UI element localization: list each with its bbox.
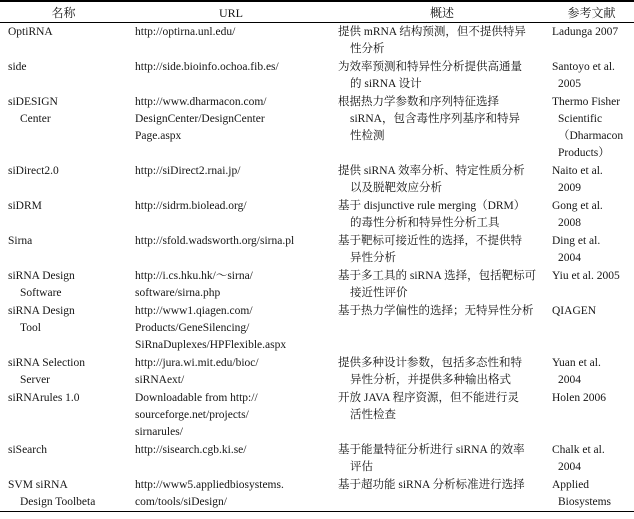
url-line: http://optirna.unl.edu/ (135, 26, 236, 38)
name-line: OptiRNA (8, 26, 53, 38)
name-line: Center (20, 113, 51, 125)
reference-cell (549, 197, 634, 232)
header-row (0, 1, 634, 23)
summary-line: 异性分析，并提供多种输出格式 (350, 374, 511, 386)
name-cell (0, 302, 127, 354)
table-row (0, 476, 634, 512)
name-line: siRNArules 1.0 (8, 392, 80, 404)
summary-line: 提供 mRNA 结构预测，但不提供特异 (338, 26, 526, 38)
name-cell (0, 267, 127, 302)
reference-line: 2004 (558, 252, 581, 264)
reference-line: Gong et al. (552, 200, 603, 212)
name-line: siDRM (8, 200, 42, 212)
reference-line: QIAGEN (552, 305, 597, 317)
name-line: Server (20, 374, 51, 386)
table-row (0, 197, 634, 232)
url-cell (127, 197, 335, 232)
url-cell (127, 23, 335, 59)
reference-line: 2008 (558, 217, 581, 229)
name-line: siSearch (8, 444, 47, 456)
reference-line: Yuan et al. (552, 357, 601, 369)
url-line: SiRnaDuplexes/HPFlexible.aspx (135, 339, 287, 351)
reference-cell (549, 441, 634, 476)
name-cell (0, 389, 127, 441)
summary-cell (335, 58, 549, 93)
reference-cell (549, 354, 634, 389)
reference-line: Biosystems (558, 496, 612, 508)
reference-line: 2005 (558, 78, 581, 90)
summary-line: 基于超功能 siRNA 分析标准进行选择 (338, 479, 525, 491)
name-cell (0, 232, 127, 267)
url-cell (127, 389, 335, 441)
summary-line: 基于热力学偏性的选择；无特异性分析 (338, 305, 534, 317)
table-row (0, 302, 634, 354)
table-row (0, 162, 634, 197)
name-cell (0, 23, 127, 59)
summary-line: 异性分析 (350, 252, 396, 264)
table-row (0, 58, 634, 93)
url-line: Downloadable from http:// (135, 392, 258, 404)
url-line: http://siDirect2.rnai.jp/ (135, 165, 241, 177)
reference-line: 2004 (558, 374, 581, 386)
url-line: http://sfold.wadsworth.org/sirna.pl (135, 235, 295, 247)
column-header-summary: 概述 (335, 1, 549, 23)
reference-cell (549, 267, 634, 302)
url-line: software/sirna.php (135, 287, 221, 299)
name-line: Design Toolbeta (20, 496, 96, 508)
table-row (0, 389, 634, 441)
summary-line: 基于 disjunctive rule merging（DRM） (338, 200, 526, 212)
column-header-name: 名称 (0, 1, 127, 23)
url-line: siRNAext/ (135, 374, 185, 386)
summary-line: 提供多种设计参数，包括多态性和特 (338, 357, 522, 369)
url-line: Page.aspx (135, 130, 182, 142)
url-line: sirnarules/ (135, 426, 183, 438)
summary-cell (335, 197, 549, 232)
summary-line: 的 siRNA 设计 (350, 78, 422, 90)
summary-line: 性检测 (350, 130, 385, 142)
summary-line: siRNA，包含毒性序列基序和特异 (350, 113, 520, 125)
name-line: Sirna (8, 235, 33, 247)
url-cell (127, 162, 335, 197)
url-line: http://www5.appliedbiosystems. (135, 479, 284, 491)
url-line: http://sidrm.biolead.org/ (135, 200, 247, 212)
reference-line: Applied (552, 479, 590, 491)
name-line: siRNA Design (8, 305, 75, 317)
url-cell (127, 58, 335, 93)
reference-cell (549, 302, 634, 354)
reference-line: （Dharmacon (558, 130, 624, 142)
name-cell (0, 93, 127, 162)
name-line: siDirect2.0 (8, 165, 59, 177)
table-row (0, 267, 634, 302)
url-line: com/tools/siDesign/ (135, 496, 227, 508)
reference-line: Santoyo et al. (552, 61, 615, 73)
summary-cell (335, 354, 549, 389)
summary-line: 基于能量特征分析进行 siRNA 的效率 (338, 444, 525, 456)
summary-line: 基于多工具的 siRNA 选择，包括靶标可 (338, 270, 537, 282)
summary-line: 以及脱靶效应分析 (350, 182, 442, 194)
name-cell (0, 197, 127, 232)
url-cell (127, 354, 335, 389)
summary-cell (335, 476, 549, 512)
reference-line: Thermo Fisher (552, 96, 621, 108)
summary-line: 基于靶标可接近性的选择，不提供特 (338, 235, 522, 247)
table-header (0, 1, 634, 23)
reference-cell (549, 23, 634, 59)
url-cell (127, 302, 335, 354)
summary-line: 活性检查 (350, 409, 396, 421)
summary-cell (335, 162, 549, 197)
url-cell (127, 93, 335, 162)
table-row (0, 354, 634, 389)
summary-cell (335, 93, 549, 162)
url-line: http://www1.qiagen.com/ (135, 305, 253, 317)
reference-line: Scientific (558, 113, 603, 125)
reference-line: 2004 (558, 461, 581, 473)
name-cell (0, 476, 127, 512)
url-line: DesignCenter/DesignCenter (135, 113, 265, 125)
name-cell (0, 354, 127, 389)
reference-line: Ladunga 2007 (552, 26, 619, 38)
url-cell (127, 232, 335, 267)
table-row (0, 232, 634, 267)
summary-cell (335, 389, 549, 441)
summary-cell (335, 302, 549, 354)
name-cell (0, 441, 127, 476)
url-line: http://sisearch.cgb.ki.se/ (135, 444, 247, 456)
url-cell (127, 441, 335, 476)
summary-cell (335, 441, 549, 476)
reference-cell (549, 389, 634, 441)
summary-line: 根据热力学参数和序列特征选择 (338, 96, 499, 108)
url-line: http://jura.wi.mit.edu/bioc/ (135, 357, 259, 369)
summary-line: 为效率预测和特异性分析提供高通量 (338, 61, 522, 73)
reference-line: Ding et al. (552, 235, 601, 247)
reference-cell (549, 93, 634, 162)
name-cell (0, 58, 127, 93)
name-line: siRNA Selection (8, 357, 85, 369)
table-body (0, 23, 634, 512)
url-line: http://www.dharmacon.com/ (135, 96, 267, 108)
summary-cell (335, 232, 549, 267)
reference-cell (549, 232, 634, 267)
name-line: siDESIGN (8, 96, 58, 108)
reference-line: Products） (558, 147, 610, 159)
summary-line: 提供 siRNA 效率分析、特定性质分析 (338, 165, 525, 177)
summary-cell (335, 267, 549, 302)
reference-line: Holen 2006 (552, 392, 606, 404)
summary-line: 评估 (350, 461, 373, 473)
summary-line: 开放 JAVA 程序资源，但不能进行灵 (338, 392, 520, 404)
reference-cell (549, 476, 634, 512)
summary-cell (335, 23, 549, 59)
reference-cell (549, 162, 634, 197)
name-cell (0, 162, 127, 197)
column-header-url: URL (127, 1, 335, 23)
url-line: http://i.cs.hku.hk/～sirna/ (135, 270, 253, 282)
url-line: sourceforge.net/projects/ (135, 409, 249, 421)
table-row (0, 441, 634, 476)
summary-line: 接近性评价 (350, 287, 408, 299)
reference-line: Chalk et al. (552, 444, 605, 456)
reference-line: 2009 (558, 182, 581, 194)
table-row (0, 93, 634, 162)
name-line: siRNA Design (8, 270, 75, 282)
url-cell (127, 267, 335, 302)
reference-line: Naito et al. (552, 165, 603, 177)
reference-cell (549, 58, 634, 93)
url-line: Products/GeneSilencing/ (135, 322, 250, 334)
column-header-reference: 参考文献 (549, 1, 634, 23)
url-cell (127, 476, 335, 512)
table-row (0, 23, 634, 59)
name-line: SVM siRNA (8, 479, 68, 491)
name-line: side (8, 61, 27, 73)
reference-line: Yiu et al. 2005 (552, 270, 620, 282)
name-line: Tool (20, 322, 41, 334)
url-line: http://side.bioinfo.ochoa.fib.es/ (135, 61, 279, 73)
summary-line: 性分析 (350, 43, 385, 55)
summary-line: 的毒性分析和特异性分析工具 (350, 217, 500, 229)
name-line: Software (20, 287, 62, 299)
